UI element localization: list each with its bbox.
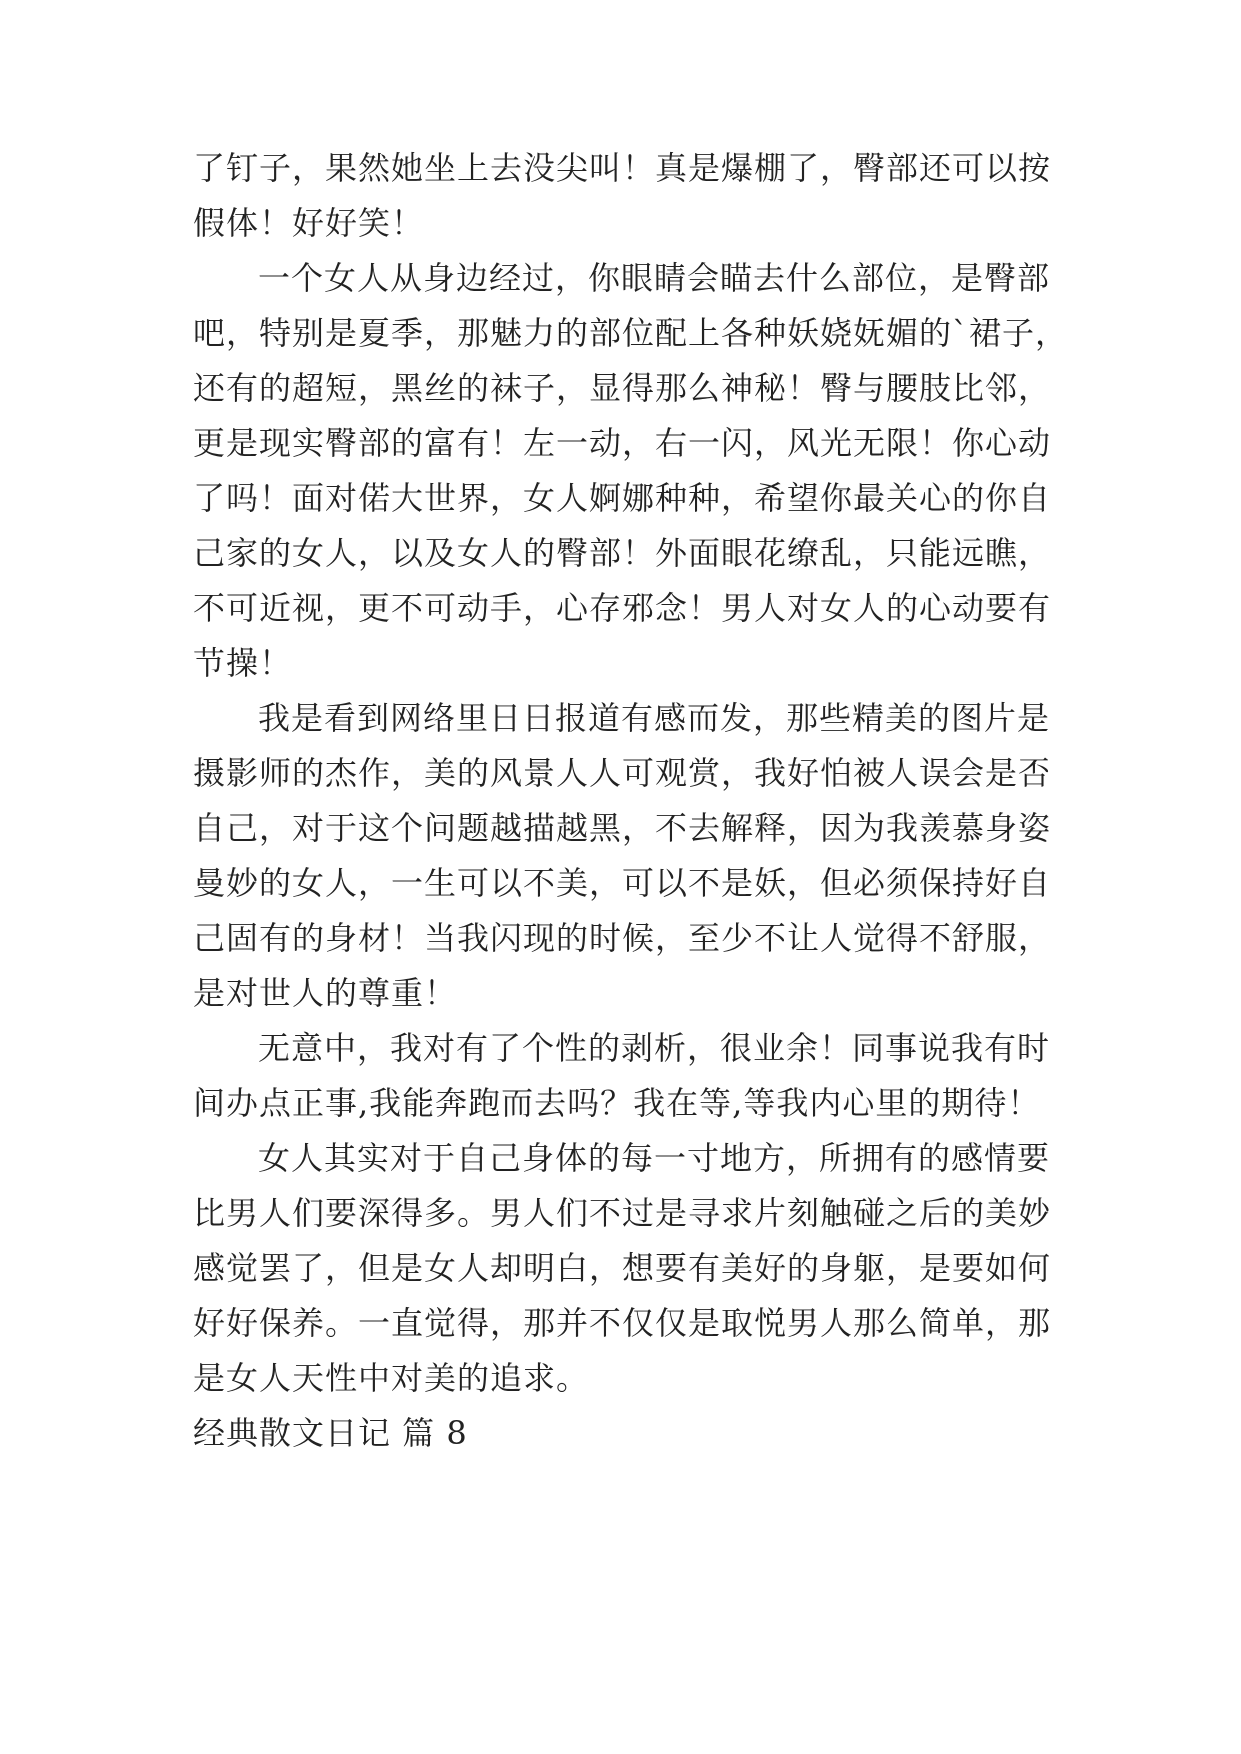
text-line: 是女人天性中对美的追求。 <box>193 1359 590 1397</box>
text-line: 感觉罢了，但是女人却明白，想要有美好的身躯，是要如何 <box>193 1249 1052 1287</box>
text-line: 自己，对于这个问题越描越黑，不去解释，因为我羡慕身姿 <box>193 809 1052 847</box>
text-line: 了钉子，果然她坐上去没尖叫！真是爆棚了，臀部还可以按 <box>193 149 1052 187</box>
text-line: 节操！ <box>193 644 293 682</box>
text-line: 己固有的身材！当我闪现的时候，至少不让人觉得不舒服， <box>193 919 1052 957</box>
paragraph-start: 无意中，我对有了个性的剥析，很业余！同事说我有时 <box>258 1029 1051 1067</box>
text-line: 曼妙的女人，一生可以不美，可以不是妖，但必须保持好自 <box>193 864 1052 902</box>
text-line: 更是现实臀部的富有！左一动，右一闪，风光无限！你心动 <box>193 424 1052 462</box>
text-line: 还有的超短，黑丝的袜子，显得那么神秘！臀与腰肢比邻， <box>193 369 1052 407</box>
text-line: 间办点正事,我能奔跑而去吗？我在等,等我内心里的期待！ <box>193 1084 1041 1122</box>
text-line: 假体！好好笑！ <box>193 204 425 242</box>
text-line: 好好保养。一直觉得，那并不仅仅是取悦男人那么简单，那 <box>193 1304 1052 1342</box>
section-heading: 经典散文日记 篇 8 <box>193 1414 468 1452</box>
text-line: 吧，特别是夏季，那魅力的部位配上各种妖娆妩媚的`裙子， <box>193 314 1069 352</box>
text-line: 是对世人的尊重！ <box>193 974 458 1012</box>
paragraph-start: 女人其实对于自己身体的每一寸地方，所拥有的感情要 <box>258 1139 1051 1177</box>
paragraph-start: 一个女人从身边经过，你眼睛会瞄去什么部位，是臀部 <box>258 259 1051 297</box>
text-line: 摄影师的杰作，美的风景人人可观赏，我好怕被人误会是否 <box>193 754 1052 792</box>
text-line: 比男人们要深得多。男人们不过是寻求片刻触碰之后的美妙 <box>193 1194 1052 1232</box>
text-line: 不可近视，更不可动手，心存邪念！男人对女人的心动要有 <box>193 589 1052 627</box>
text-line: 了吗！面对偌大世界，女人婀娜种种，希望你最关心的你自 <box>193 479 1052 517</box>
text-line: 己家的女人，以及女人的臀部！外面眼花缭乱，只能远瞧， <box>193 534 1052 572</box>
paragraph-start: 我是看到网络里日日报道有感而发，那些精美的图片是 <box>258 699 1051 737</box>
